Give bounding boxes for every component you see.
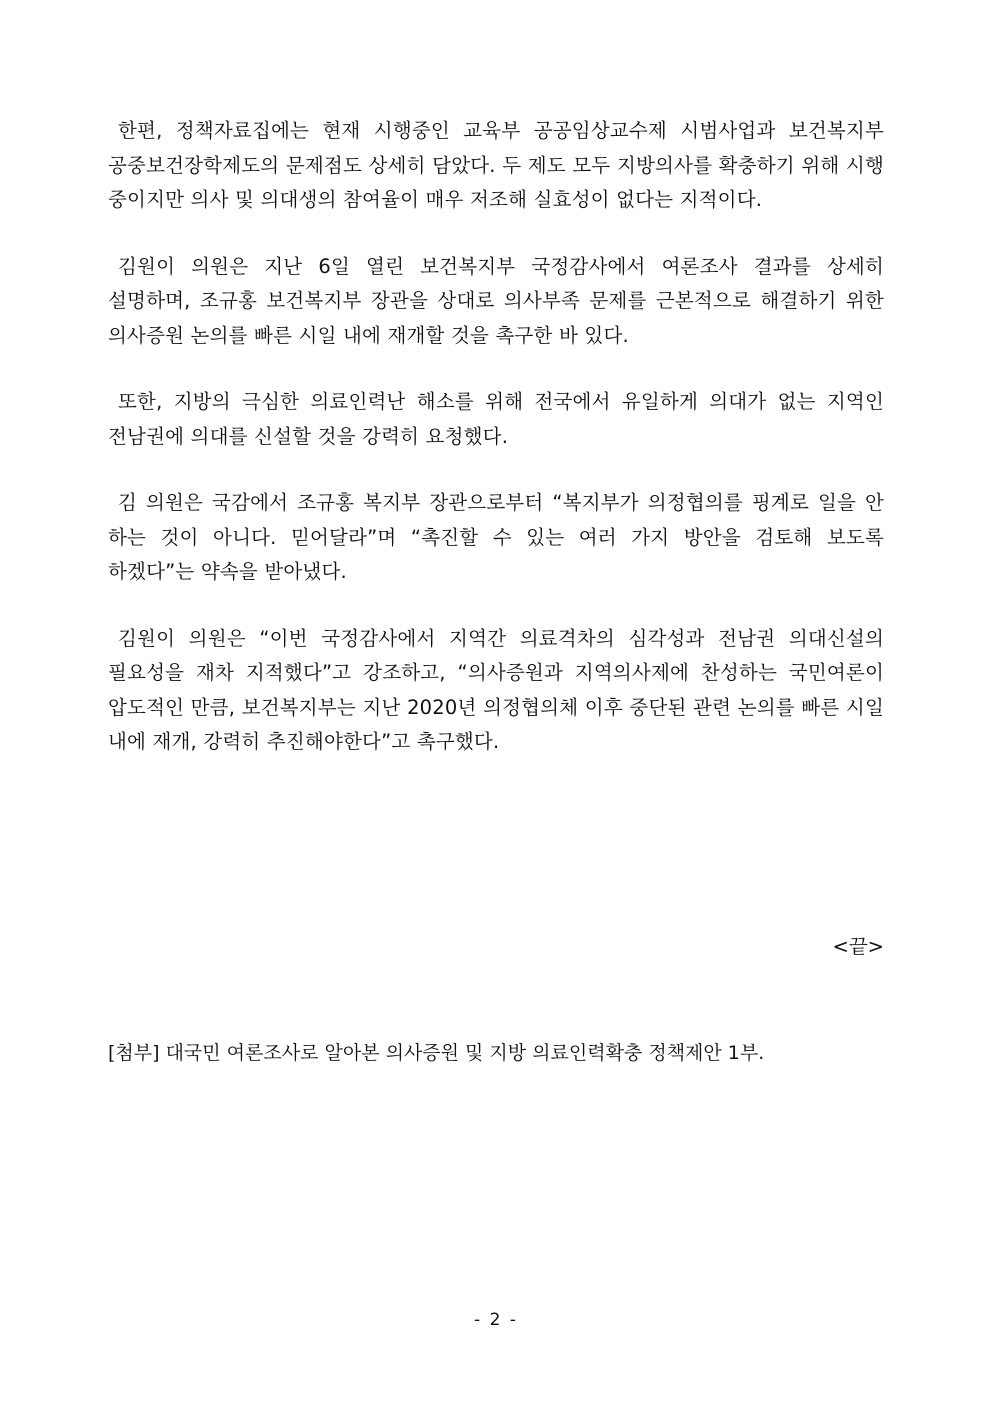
end-mark: <끝> [832,935,884,958]
attachment-note: [첨부] 대국민 여론조사로 알아본 의사증원 및 지방 의료인력확충 정책제안 1부. [108,1042,765,1064]
paragraph-medical-school-request: 또한, 지방의 극심한 의료인력난 해소를 위해 전국에서 유일하게 의대가 없는 지역인 전남권에 의대를 신설할 것을 강력히 요청했다. [108,390,884,448]
document-body [108,114,884,792]
page-number: - 2 - [474,1310,518,1330]
paragraph-policy-book: 한편, 정책자료집에는 현재 시행중인 교육부 공공임상교수제 시범사업과 보건복지부 공중보건장학제도의 문제점도 상세히 담았다. 두 제도 모두 지방의사를 확충하기 위해 시행 중이지만 의사 및 의대생의 참여율이 매우 저조해 실효성이 없다는 지적이다. [108,119,884,211]
paragraph-closing-statement: 김원이 의원은 “이번 국정감사에서 지역간 의료격차의 심각성과 전남권 의대신설의 필요성을 재차 지적했다”고 강조하고, “의사증원과 지역의사제에 찬성하는 국민여론이 압도적인 만큼, 보건복지부는 지난 2020년 의정협의체 이후 중단된 관련 논의를 빠른 시일 내에 재개, 강력히 추진해야한다”고 촉구했다. [108,626,884,753]
paragraph-minister-promise: 김 의원은 국감에서 조규홍 복지부 장관으로부터 “복지부가 의정협의를 핑계로 일을 안 하는 것이 아니다. 믿어달라”며 “촉진할 수 있는 여러 가지 방안을 검토해 보도록 하겠다”는 약속을 받아냈다. [108,491,884,583]
paragraph-audit-remarks: 김원이 의원은 지난 6일 열린 보건복지부 국정감사에서 여론조사 결과를 상세히 설명하며, 조규홍 보건복지부 장관을 상대로 의사부족 문제를 근본적으로 해결하기 위한 의사증원 논의를 빠른 시일 내에 재개할 것을 촉구한 바 있다. [108,254,884,347]
